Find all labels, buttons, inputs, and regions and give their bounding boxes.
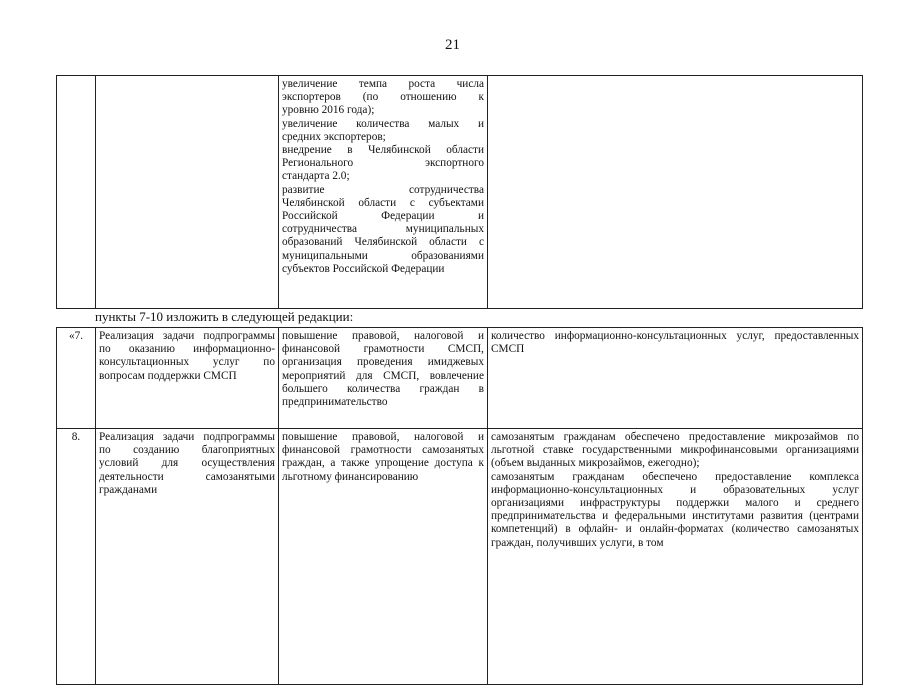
number-cell — [57, 76, 96, 309]
result-line: увеличение темпа роста числа — [282, 78, 484, 90]
result-line: увеличение количества малых и — [282, 117, 484, 130]
indicator-text: количество информационно-консультационных услуг, предоставленных СМСП — [488, 328, 863, 429]
indicator-text: самозанятым гражданам обеспечено предоставление микрозаймов по льготной ставке государственными микрофинансовыми организациями (объем выданных микрозаймов, ежегодно); — [491, 431, 859, 470]
result-line: образований Челябинской области с — [282, 236, 484, 249]
indicator-cell — [488, 76, 863, 309]
result-text: повышение правовой, налоговой и финансовой грамотности СМСП, организация проведения имиджевых мероприятий для СМСП, вовлечение большего количества граждан в предпринимательство — [279, 328, 488, 429]
result-line: Челябинской области с субъектами — [282, 196, 484, 209]
result-line: внедрение в Челябинской области — [282, 144, 484, 157]
indicator-cell — [488, 429, 863, 685]
result-line: развитие сотрудничества — [282, 183, 484, 196]
result-line: муниципальными образованиями — [282, 249, 484, 262]
table-row — [57, 328, 863, 429]
indicator-text-wrap — [491, 431, 859, 682]
row-number: «7. — [57, 328, 96, 429]
task-text: Реализация задачи подпрограммы по созданию благоприятных условий для осуществления деятельности самозанятыми гражданами — [96, 429, 279, 685]
table-row — [57, 76, 863, 309]
result-line: стандарта 2.0; — [282, 170, 350, 183]
result-line: сотрудничества муниципальных — [282, 223, 484, 236]
indicator-text: самозанятым гражданам обеспечено предоставление комплекса информационно-консультационных и образовательных услуг организациями инфраструктуры поддержки малого и среднего предпринимательства и федеральными институтами развития (центрами компетенций) в офлайн- и онлайн-форматах (количество самозанятых граждан, получивших услуги, в том — [491, 470, 859, 549]
table-row — [57, 429, 863, 685]
indicator-table — [56, 327, 863, 685]
result-line: экспортеров (по отношению к — [282, 91, 484, 104]
row-number: 8. — [57, 429, 96, 685]
page-number: 21 — [445, 37, 460, 53]
task-text: Реализация задачи подпрограммы по оказанию информационно-консультационных услуг по вопросам поддержки СМСП — [96, 328, 279, 429]
task-cell — [96, 76, 279, 309]
result-line: субъектов Российской Федерации — [282, 262, 445, 275]
result-text: повышение правовой, налоговой и финансовой грамотности самозанятых граждан, а также упрощение доступа к льготному финансированию — [279, 429, 488, 685]
result-line: Регионального экспортного — [282, 157, 484, 170]
intro-text: пункты 7-10 изложить в следующей редакции: — [95, 309, 354, 324]
continued-table — [56, 75, 863, 309]
result-line: средних экспортеров; — [282, 130, 386, 143]
result-line: Российской Федерации и — [282, 210, 484, 223]
result-text — [282, 78, 484, 276]
result-cell — [279, 76, 488, 309]
result-line: уровню 2016 года); — [282, 104, 375, 117]
